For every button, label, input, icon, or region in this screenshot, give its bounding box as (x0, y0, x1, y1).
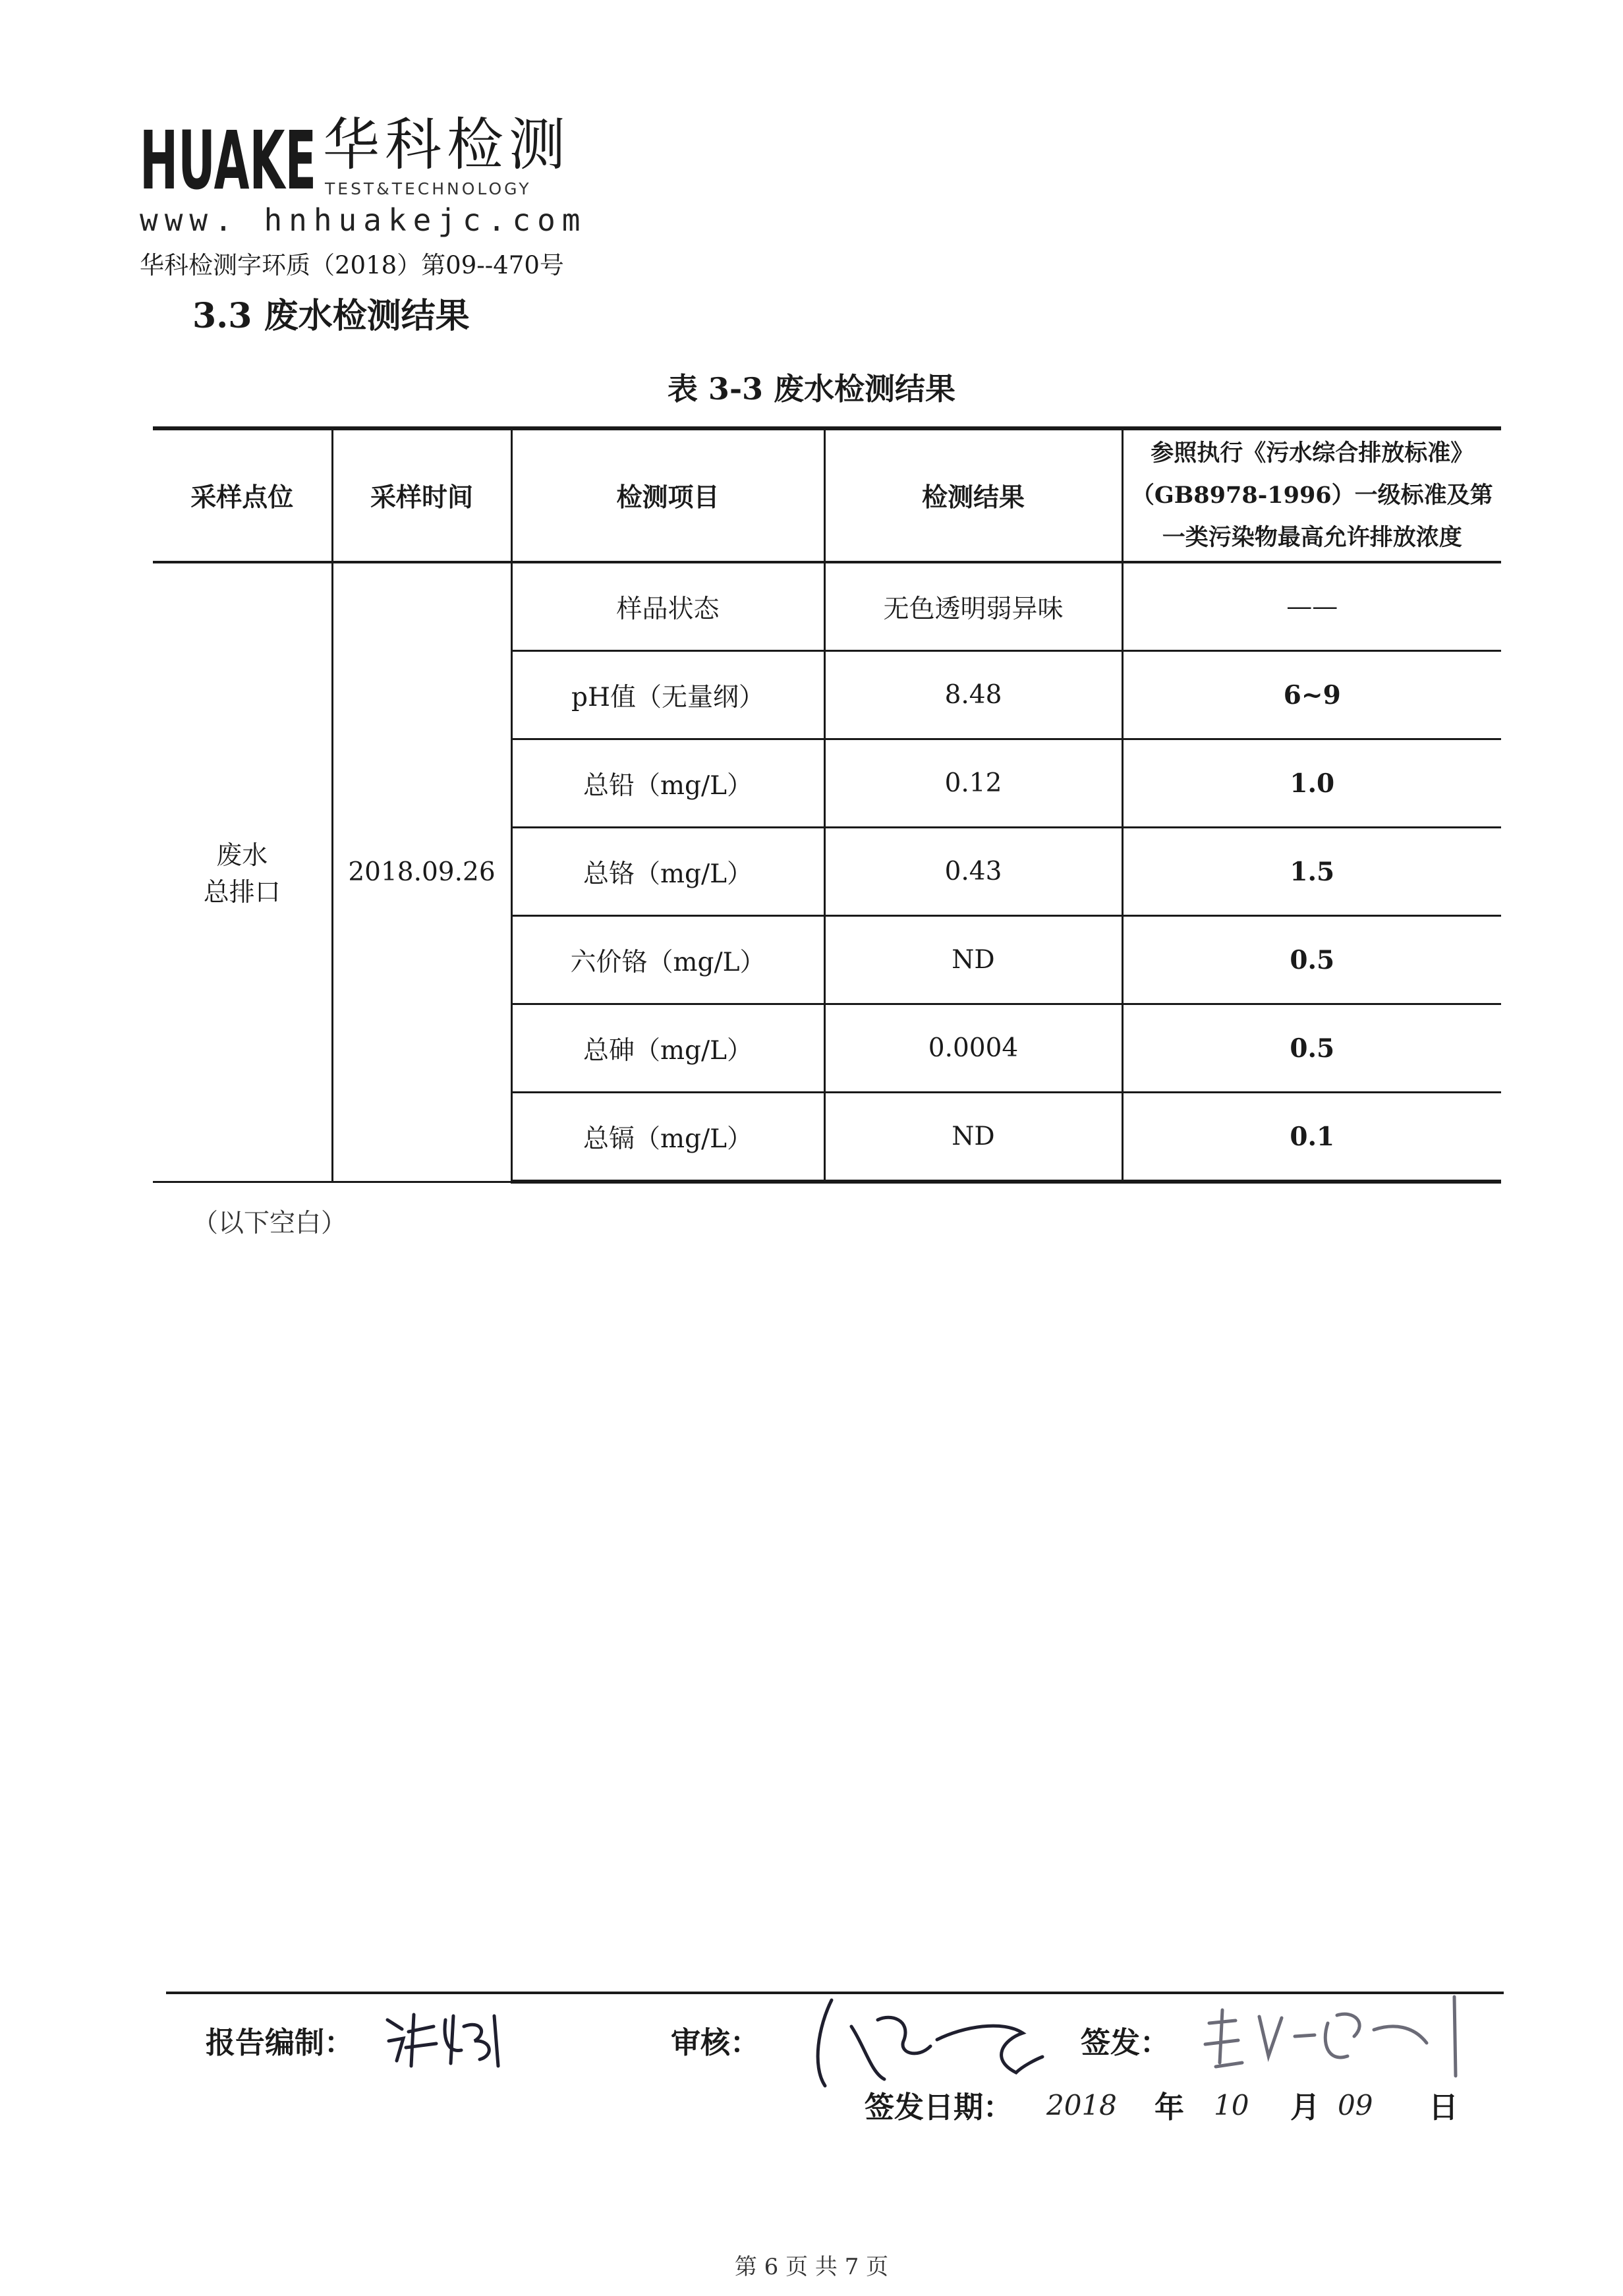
day-label: 日 (1429, 2090, 1459, 2125)
test-item-cell: pH值（无量纲） (511, 651, 824, 739)
page-number-footer: 第 6 页 共 7 页 (734, 2254, 889, 2280)
header-sample-time: 采样时间 (332, 428, 511, 562)
test-item-cell: 总镉（mg/L） (511, 1093, 824, 1182)
test-result-cell: ND (824, 1093, 1122, 1182)
blank-below-note: （以下空白） (192, 1209, 347, 1238)
huake-logo-mark (140, 117, 316, 196)
issue-day-handwritten: 09 (1338, 2089, 1373, 2121)
limit-cell: —— (1122, 562, 1501, 651)
svg-text:HUAKE: HUAKE (140, 117, 316, 196)
company-website: www. hnhuakejc.com (140, 202, 587, 238)
sample-point-line: 总排口 (203, 878, 281, 908)
issuer-signature (1196, 1984, 1473, 2082)
header-test-result: 检测结果 (824, 428, 1122, 562)
issuer-label: 签发： (1081, 2025, 1170, 2060)
test-item-cell: 总铬（mg/L） (511, 828, 824, 916)
test-result-cell: 0.0004 (824, 1004, 1122, 1093)
standard-line: （GB8978-1996）一级标准及第 (1131, 482, 1493, 509)
table-row (153, 562, 1501, 651)
issue-month-handwritten: 10 (1214, 2089, 1249, 2121)
test-item-cell: 六价铬（mg/L） (511, 916, 824, 1004)
header-reference-standard (1122, 428, 1501, 562)
test-item-cell: 总砷（mg/L） (511, 1004, 824, 1093)
limit-cell: 0.5 (1122, 916, 1501, 1004)
sample-point-cell (153, 562, 332, 1182)
logo-chinese-name: 华科检测 (323, 112, 571, 178)
limit-cell: 1.5 (1122, 828, 1501, 916)
limit-cell: 0.5 (1122, 1004, 1501, 1093)
section-heading: 3.3 废水检测结果 (192, 296, 470, 336)
test-result-cell: 0.12 (824, 739, 1122, 828)
limit-cell: 6~9 (1122, 651, 1501, 739)
standard-line: 一类污染物最高允许排放浓度 (1162, 524, 1462, 551)
year-label: 年 (1154, 2090, 1185, 2125)
reviewer-label: 审核： (671, 2025, 760, 2060)
reviewer-signature (805, 1994, 1056, 2092)
test-result-cell: 无色透明弱异味 (824, 562, 1122, 651)
compiler-signature (382, 2000, 514, 2073)
issue-date-label: 签发日期： (865, 2090, 1013, 2125)
table-header-row (153, 428, 1501, 562)
compiler-label: 报告编制： (206, 2025, 355, 2060)
limit-cell: 1.0 (1122, 739, 1501, 828)
table-caption: 表 3-3 废水检测结果 (667, 371, 956, 407)
document-number: 华科检测字环质（2018）第09--470号 (140, 251, 564, 279)
test-result-cell: 8.48 (824, 651, 1122, 739)
wastewater-results-table (153, 426, 1501, 1184)
sample-point-line: 废水 (216, 841, 268, 871)
sample-time-cell: 2018.09.26 (332, 562, 511, 1182)
standard-line: 参照执行《污水综合排放标准》 (1151, 440, 1474, 467)
issue-year-handwritten: 2018 (1046, 2089, 1117, 2121)
test-item-cell: 总铅（mg/L） (511, 739, 824, 828)
logo-english-tagline: TEST&TECHNOLOGY (325, 179, 532, 198)
header-test-item: 检测项目 (511, 428, 824, 562)
test-result-cell: ND (824, 916, 1122, 1004)
header-sample-point: 采样点位 (153, 428, 332, 562)
test-result-cell: 0.43 (824, 828, 1122, 916)
month-label: 月 (1290, 2090, 1321, 2125)
limit-cell: 0.1 (1122, 1093, 1501, 1182)
test-item-cell: 样品状态 (511, 562, 824, 651)
